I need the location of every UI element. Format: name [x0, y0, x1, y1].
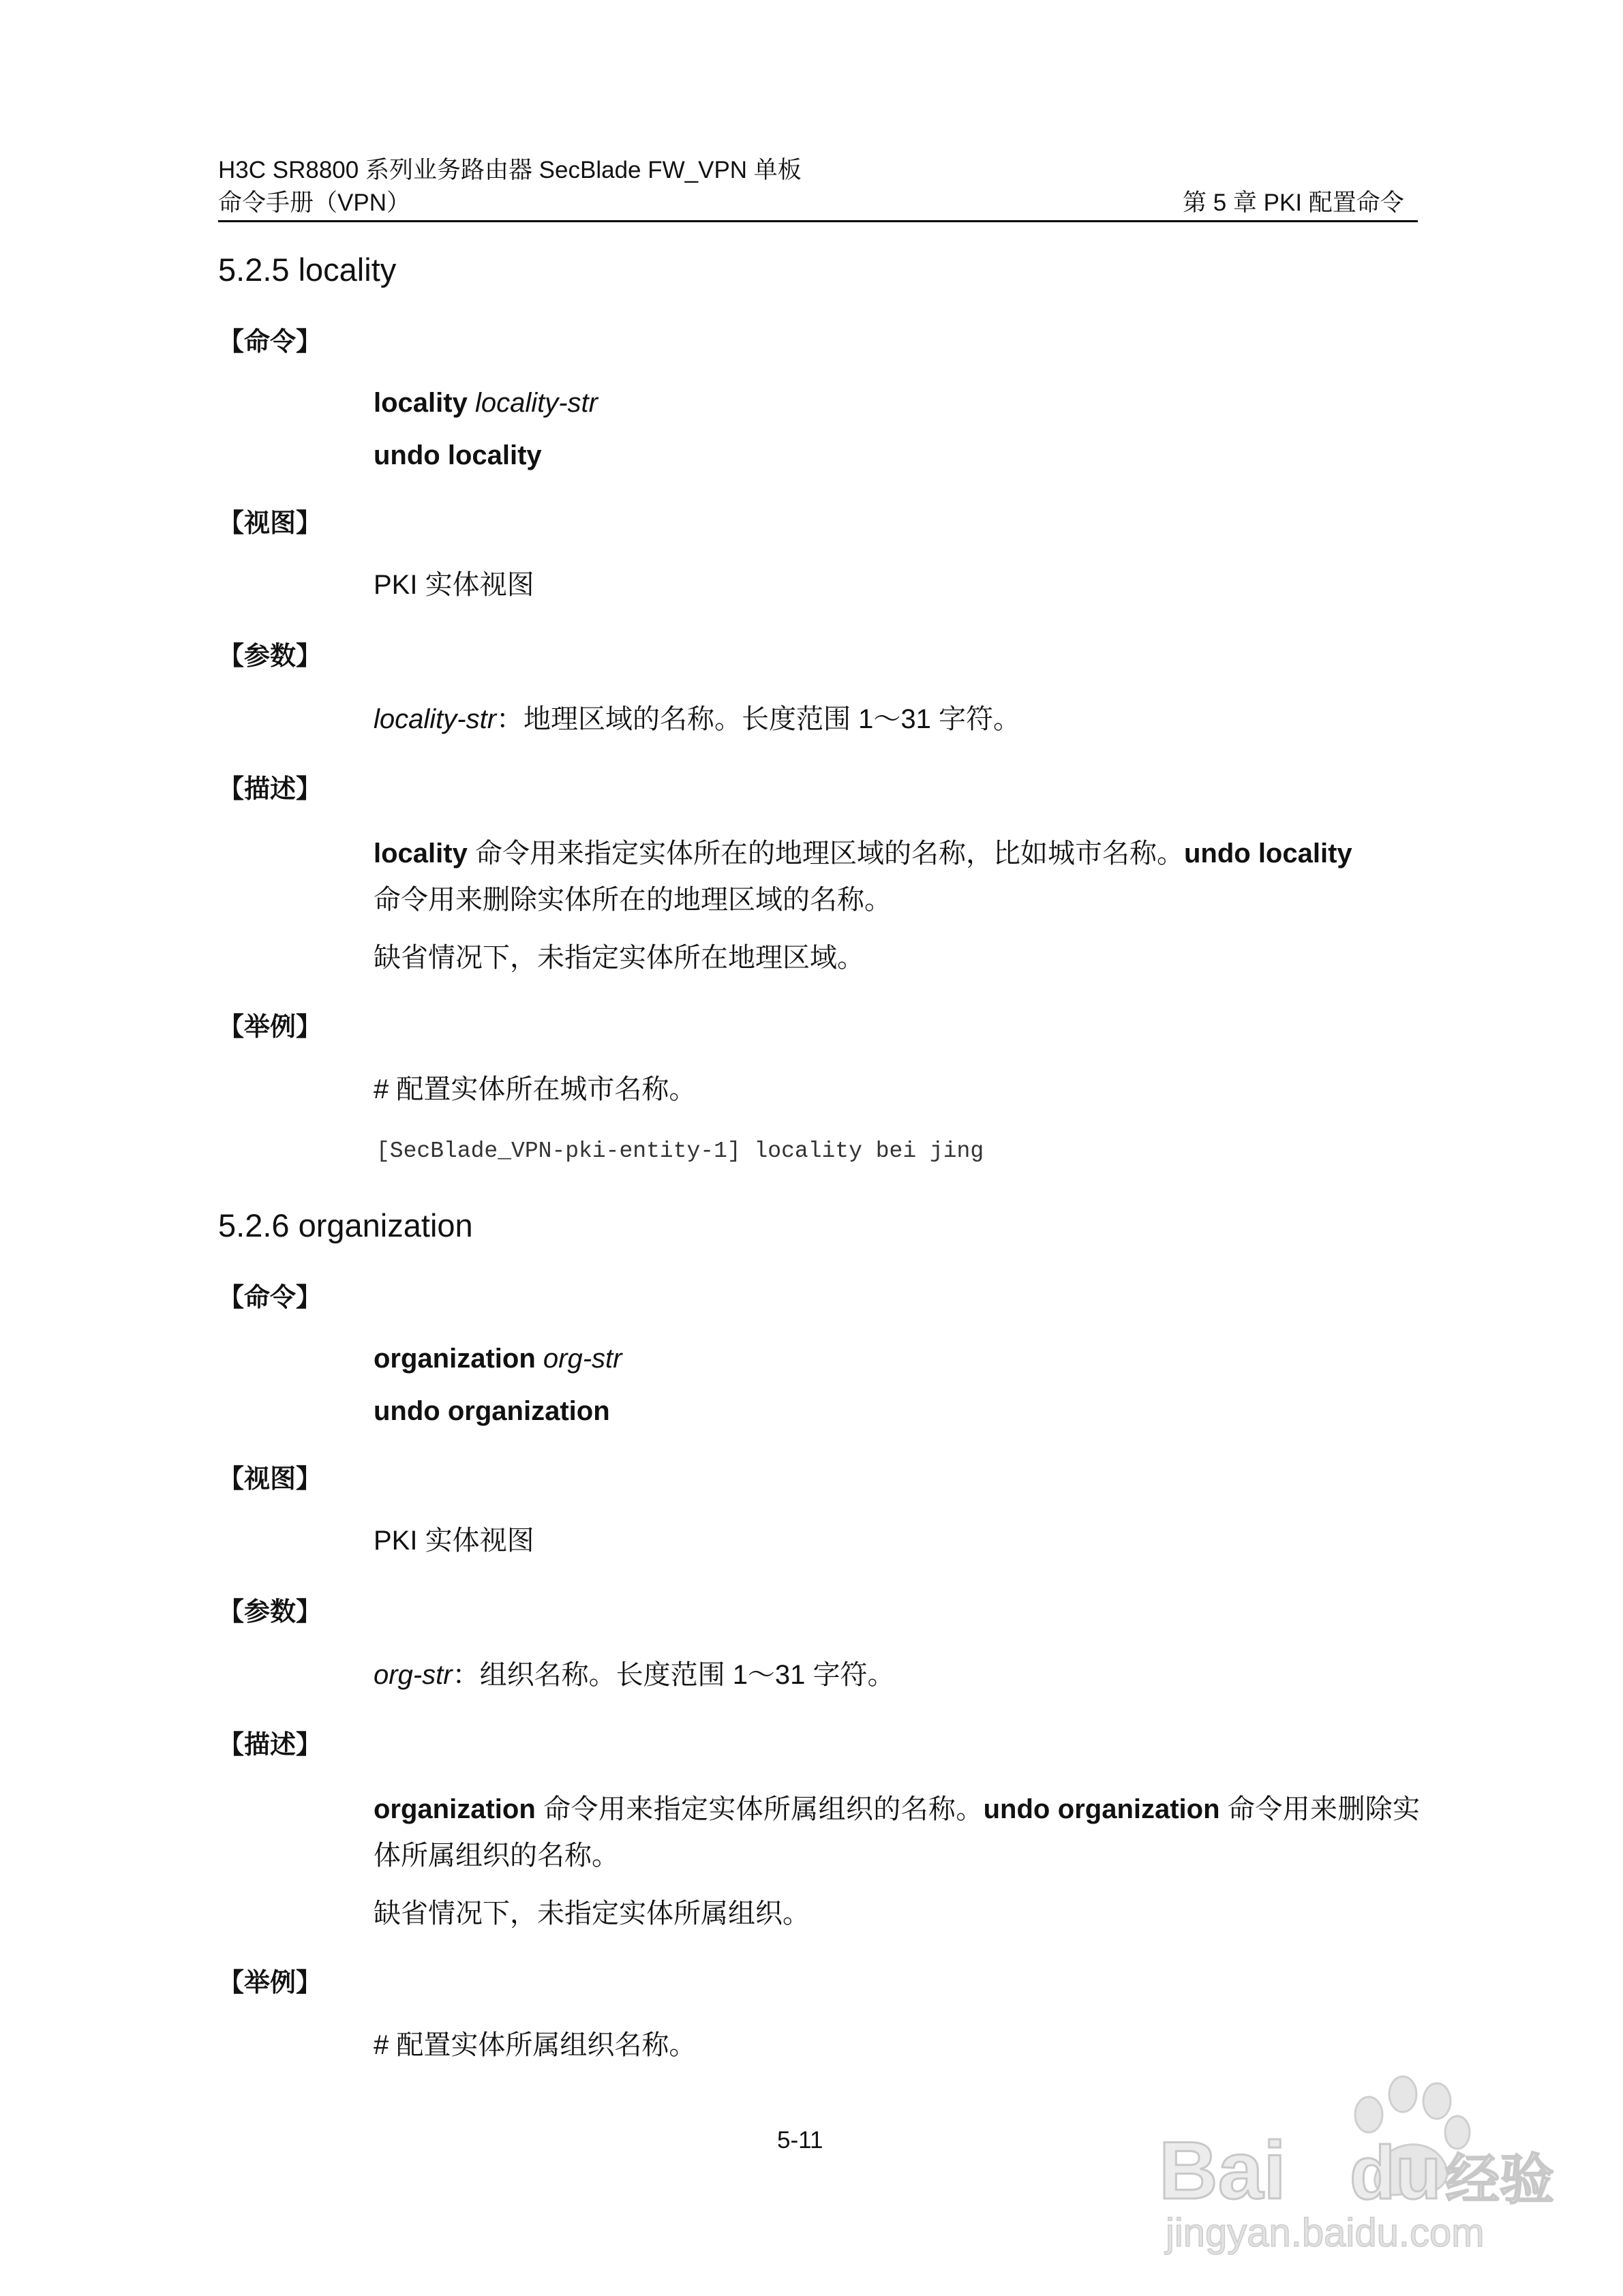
param-line — [374, 1656, 895, 1694]
section-heading-locality: 5.2.5 locality — [218, 252, 397, 288]
description-paragraph — [374, 830, 1420, 923]
desc-undo-text: 命令用来删除实体所属组织的名称。 — [374, 1794, 1420, 1871]
section-heading-organization: 5.2.6 organization — [218, 1207, 473, 1243]
param-desc: ：地理区域的名称。长度范围 1～31 字符。 — [496, 704, 1020, 734]
label-description: 【描述】 — [218, 1731, 322, 1759]
command-argument: org-str — [543, 1344, 622, 1374]
param-name: org-str — [374, 1660, 453, 1690]
command-keyword: locality — [374, 388, 468, 418]
desc-text: 命令用来指定实体所在的地理区域的名称，比如城市名称。 — [467, 839, 1184, 868]
header-title: H3C SR8800 系列业务路由器 SecBlade FW_VPN 单板 — [218, 157, 802, 183]
watermark-url: jingyan.baidu.com — [1166, 2211, 1485, 2255]
example-code: [SecBlade_VPN-pki-entity-1] locality bei jing — [376, 1138, 984, 1164]
label-example: 【举例】 — [218, 1969, 322, 1997]
desc-keyword: locality — [374, 839, 468, 868]
desc-undo-text: 命令用来删除实体所在的地理区域的名称。 — [374, 885, 892, 915]
command-syntax — [374, 384, 598, 422]
undo-command: undo locality — [374, 440, 542, 470]
view-text: PKI 实体视图 — [374, 570, 534, 600]
baidu-watermark-logo — [1152, 2052, 1561, 2256]
param-desc: ：组织名称。长度范围 1～31 字符。 — [452, 1660, 895, 1690]
label-command: 【命令】 — [218, 328, 322, 357]
desc-undo-keyword: undo organization — [983, 1794, 1220, 1824]
undo-command: undo organization — [374, 1396, 610, 1426]
example-comment: # 配置实体所属组织名称。 — [374, 2030, 697, 2060]
desc-undo-keyword: undo locality — [1183, 839, 1352, 868]
command-keyword: organization — [374, 1344, 536, 1374]
label-params: 【参数】 — [218, 642, 322, 671]
label-command: 【命令】 — [218, 1284, 322, 1312]
svg-text:经验: 经验 — [1445, 2148, 1554, 2211]
param-line — [374, 700, 1020, 738]
header-rule — [218, 220, 1418, 222]
page-number: 5-11 — [777, 2127, 823, 2154]
label-params: 【参数】 — [218, 1598, 322, 1627]
param-name: locality-str — [374, 704, 497, 734]
label-example: 【举例】 — [218, 1013, 322, 1042]
description-paragraph — [374, 1786, 1420, 1879]
command-argument: locality-str — [474, 388, 598, 418]
example-comment: # 配置实体所在城市名称。 — [374, 1074, 697, 1104]
header-subtitle: 命令手册（VPN） — [218, 190, 410, 216]
default-text: 缺省情况下，未指定实体所在地理区域。 — [374, 943, 864, 973]
label-view: 【视图】 — [218, 509, 322, 538]
label-description: 【描述】 — [218, 775, 322, 804]
watermark-brand: Bai — [1159, 2125, 1286, 2216]
desc-keyword: organization — [374, 1794, 536, 1824]
command-syntax — [374, 1340, 622, 1378]
default-text: 缺省情况下，未指定实体所属组织。 — [374, 1899, 810, 1929]
label-view: 【视图】 — [218, 1465, 322, 1494]
view-text: PKI 实体视图 — [374, 1526, 534, 1556]
header-chapter: 第 5 章 PKI 配置命令 — [1183, 190, 1404, 216]
svg-text:du: du — [1350, 2131, 1442, 2215]
desc-text: 命令用来指定实体所属组织的名称。 — [535, 1794, 984, 1824]
